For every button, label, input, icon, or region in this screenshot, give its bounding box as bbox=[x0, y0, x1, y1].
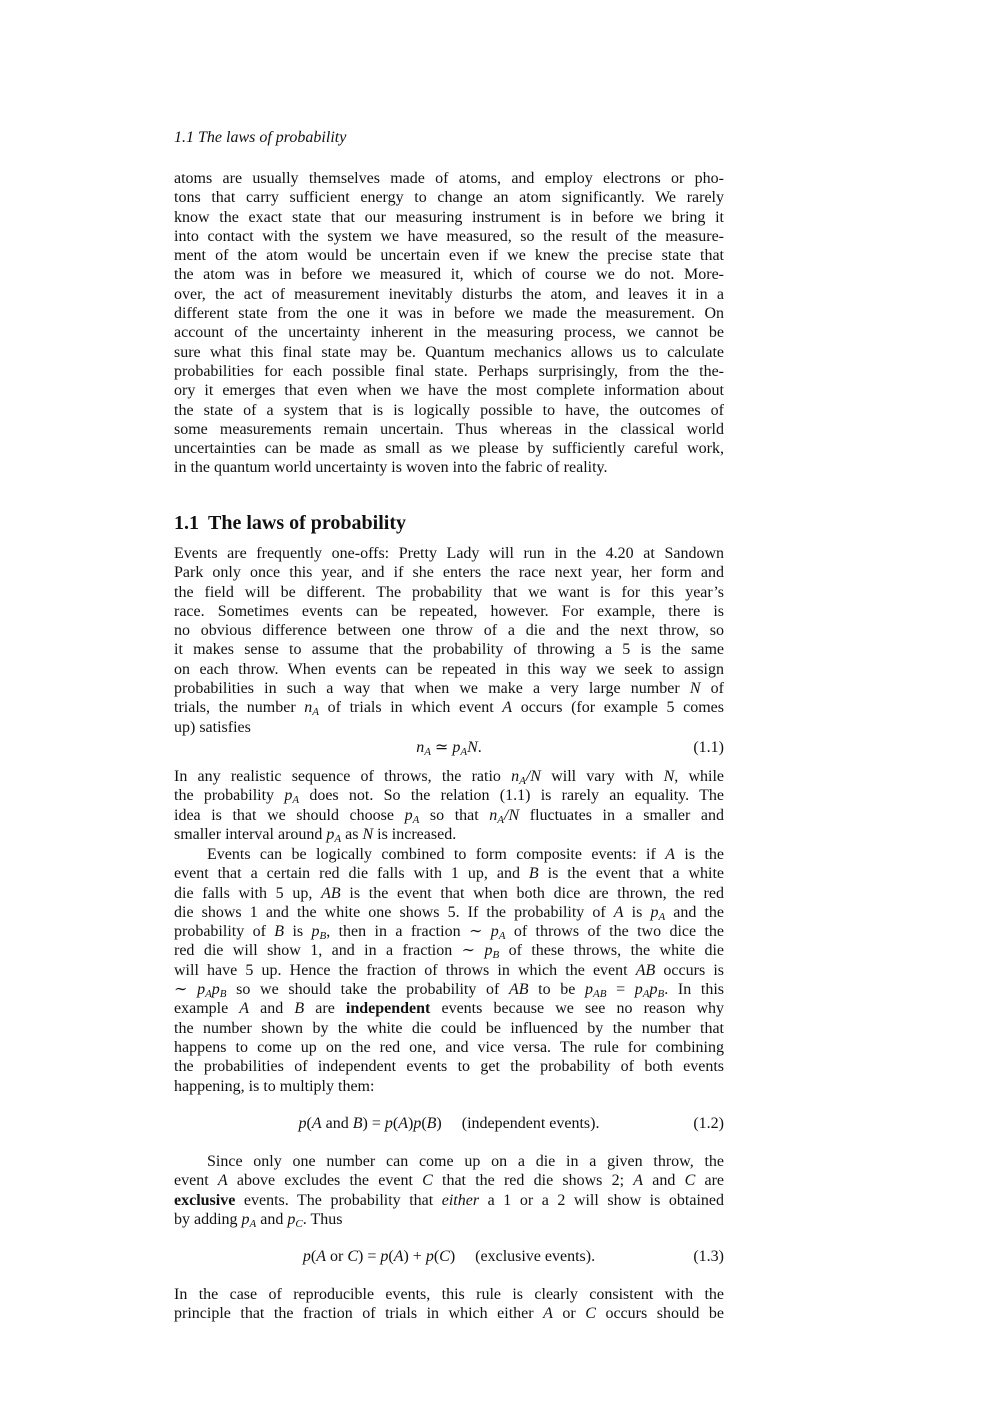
text-line bbox=[174, 1304, 724, 1323]
math-symbol: n bbox=[416, 739, 425, 756]
math-subscript: A bbox=[249, 1217, 257, 1230]
math-symbol: A bbox=[217, 1172, 228, 1190]
text-run: of throws of the two dice the bbox=[505, 923, 725, 941]
text-run: trials, the number bbox=[174, 699, 305, 717]
math-subscript: AB bbox=[593, 988, 607, 1001]
math-symbol: p bbox=[284, 787, 293, 805]
text-run: no obvious difference between one throw of a die and the next throw, so bbox=[174, 622, 724, 640]
math-symbol: p bbox=[404, 806, 413, 824]
math-symbol: p bbox=[384, 1115, 393, 1132]
text-line bbox=[174, 420, 724, 439]
text-run: uncertainties can be made as small as we please by sufficiently careful work, bbox=[174, 440, 724, 458]
math-symbol: A bbox=[665, 846, 675, 863]
math-symbol: A bbox=[239, 1000, 250, 1018]
text-run: is the event that when both dice are thrown, the red bbox=[340, 884, 724, 902]
text-run: is the event that a white bbox=[538, 865, 724, 883]
text-run: in the quantum world uncertainty is woven into the fabric of reality. bbox=[174, 459, 608, 477]
math-subscript: A bbox=[658, 910, 666, 923]
math-symbol: B bbox=[274, 923, 285, 941]
text-line bbox=[174, 864, 724, 883]
text-run: , then in a fraction ∼ bbox=[326, 923, 491, 941]
text-run: ory it emerges that even when we have the most complete information about bbox=[174, 382, 724, 400]
text-line bbox=[174, 679, 724, 698]
math-symbol: p bbox=[287, 1210, 296, 1228]
text-line bbox=[174, 343, 724, 362]
text-line bbox=[174, 439, 724, 458]
text-run: the state of a system that is is logically possible to have, the outcomes of bbox=[174, 401, 724, 419]
section-heading bbox=[174, 512, 406, 535]
text-line bbox=[174, 401, 724, 420]
math-symbol: A bbox=[316, 1248, 326, 1265]
math-symbol: A bbox=[502, 699, 513, 717]
math-symbol: /N bbox=[525, 768, 541, 785]
text-run: different state from the one it was in before we made the measurement. On bbox=[174, 305, 724, 323]
paragraph-exclusive-events bbox=[174, 1152, 724, 1229]
text-line bbox=[174, 980, 724, 999]
equation-1-1 bbox=[174, 738, 724, 758]
equation-number: (1.1) bbox=[693, 739, 724, 756]
math-subscript: A bbox=[312, 706, 320, 719]
text-run: ∼ bbox=[174, 981, 198, 999]
section-number: 1.1 bbox=[174, 512, 199, 534]
math-symbol: C bbox=[439, 1248, 450, 1265]
text-run: smaller interval around bbox=[174, 825, 327, 843]
text-line bbox=[174, 208, 724, 227]
math-symbol: p bbox=[326, 825, 335, 843]
math-symbol: p bbox=[452, 739, 461, 756]
text-line bbox=[174, 1171, 724, 1190]
equation-1-2 bbox=[174, 1114, 724, 1134]
math-symbol: n bbox=[489, 806, 498, 824]
text-run: ) = bbox=[362, 1115, 385, 1132]
text-line bbox=[174, 285, 724, 304]
text-run: the field will be different. The probability that we want is for this year’s bbox=[174, 583, 724, 601]
text-line bbox=[174, 265, 724, 284]
math-symbol: B bbox=[528, 865, 539, 883]
paragraph-composite-events bbox=[174, 845, 724, 1096]
text-line bbox=[174, 602, 724, 621]
equation-number: (1.3) bbox=[693, 1248, 724, 1265]
text-run: In the case of reproducible events, this rule is clearly consistent with the bbox=[174, 1286, 724, 1303]
text-run: . In this bbox=[664, 981, 725, 999]
math-symbol: AB bbox=[508, 981, 529, 999]
text-line bbox=[174, 246, 724, 265]
math-symbol: p bbox=[197, 981, 206, 999]
text-run: die falls with 5 up, bbox=[174, 884, 322, 902]
text-line bbox=[174, 806, 724, 825]
text-run: die shows 1 and the white one shows 5. If the probability of bbox=[174, 903, 614, 921]
text-line bbox=[174, 323, 724, 342]
math-symbol: A bbox=[311, 1115, 322, 1132]
text-run: ( bbox=[421, 1115, 427, 1132]
text-line bbox=[174, 767, 724, 786]
text-line bbox=[174, 1285, 724, 1304]
paragraph-ratio bbox=[174, 767, 724, 844]
math-subscript: A bbox=[205, 988, 212, 1001]
math-symbol: B bbox=[426, 1115, 437, 1132]
text-line bbox=[174, 1152, 724, 1171]
math-subscript: B bbox=[319, 930, 327, 943]
text-run: or bbox=[326, 1248, 348, 1265]
text-run: sure what this final state may be. Quantum mechanics allows us to calculate bbox=[174, 343, 724, 361]
math-subscript: A bbox=[424, 746, 431, 758]
text-line bbox=[174, 640, 724, 659]
text-line bbox=[174, 825, 724, 844]
text-run: Events are frequently one-offs: Pretty Lady will run in the 4.20 at Sandown bbox=[174, 545, 724, 562]
math-symbol: p bbox=[484, 942, 493, 960]
math-symbol: p bbox=[311, 923, 320, 941]
equation-body bbox=[174, 738, 724, 758]
text-line bbox=[174, 621, 724, 640]
text-run: ( bbox=[310, 1248, 317, 1265]
math-symbol: A bbox=[393, 1248, 404, 1265]
text-line bbox=[174, 381, 724, 400]
text-run: is bbox=[284, 923, 312, 941]
text-run: that the red die shows 2; bbox=[432, 1172, 634, 1190]
math-symbol: A bbox=[398, 1115, 408, 1132]
text-run: ( bbox=[392, 1115, 399, 1132]
math-symbol: C bbox=[347, 1248, 358, 1265]
text-line bbox=[174, 169, 724, 188]
text-run: so that bbox=[419, 806, 490, 824]
running-head: 1.1 The laws of probability bbox=[174, 129, 347, 146]
math-symbol: AB bbox=[321, 884, 341, 902]
text-run: = bbox=[606, 981, 635, 999]
math-symbol: p bbox=[585, 981, 594, 999]
text-run: are bbox=[695, 1172, 725, 1190]
math-symbol: /N bbox=[504, 806, 520, 824]
text-run: probabilities in such a way that when we make a very large number bbox=[174, 680, 690, 698]
math-symbol: A bbox=[543, 1305, 553, 1323]
text-run: so we should take the probability of bbox=[226, 981, 509, 999]
text-run: up) satisfies bbox=[174, 718, 251, 736]
math-symbol: AB bbox=[635, 961, 656, 979]
text-line bbox=[174, 1191, 724, 1210]
math-subscript: B bbox=[492, 949, 500, 962]
text-run: happens to come up on the red one, and vice versa. The rule for combining bbox=[174, 1038, 724, 1056]
text-run: . bbox=[477, 739, 482, 756]
text-run: probabilities for each possible final state. Perhaps surprisingly, from the the- bbox=[174, 362, 724, 380]
text-run: event bbox=[174, 1172, 218, 1190]
text-line bbox=[174, 941, 724, 960]
math-symbol: B bbox=[294, 1000, 305, 1018]
math-subscript: A bbox=[334, 832, 342, 845]
text-run: the atom was in before we measured it, which of course we do not. More- bbox=[174, 266, 724, 284]
math-symbol: p bbox=[650, 903, 659, 921]
math-symbol: N bbox=[467, 739, 478, 756]
text-run: event that a certain red die falls with 1 up, and bbox=[174, 865, 529, 883]
text-run: Park only once this year, and if she enters the race next year, her form and bbox=[174, 564, 724, 582]
math-symbol: p bbox=[211, 981, 220, 999]
math-symbol: A bbox=[633, 1172, 644, 1190]
math-subscript: A bbox=[460, 746, 468, 758]
text-line bbox=[174, 1057, 724, 1076]
text-run: happening, is to multiply them: bbox=[174, 1077, 375, 1095]
text-run: and the bbox=[665, 903, 725, 921]
text-run: ) bbox=[407, 1115, 414, 1132]
math-symbol: p bbox=[380, 1248, 389, 1265]
text-line bbox=[174, 188, 724, 207]
text-run: ) (independent events). bbox=[436, 1115, 600, 1132]
text-run: it makes sense to assume that the probability of throwing a 5 is the same bbox=[174, 641, 724, 659]
math-subscript: A bbox=[642, 988, 650, 1001]
text-line bbox=[174, 304, 724, 323]
math-subscript: A bbox=[292, 794, 300, 807]
text-run: or bbox=[552, 1305, 586, 1323]
text-run: occurs (for example 5 comes bbox=[512, 699, 725, 717]
text-run: the number shown by the white die could be influenced by the number that bbox=[174, 1019, 724, 1037]
text-line bbox=[174, 884, 724, 903]
math-subscript: A bbox=[519, 775, 526, 787]
text-line bbox=[174, 922, 724, 941]
equation-number: (1.2) bbox=[693, 1115, 724, 1132]
math-symbol: N bbox=[689, 680, 701, 698]
text-line bbox=[174, 362, 724, 381]
text-run: Since only one number can come up on a die in a given throw, the bbox=[207, 1153, 724, 1170]
text-run: ment of the atom would be uncertain even if we knew the precise state that bbox=[174, 247, 724, 265]
text-line bbox=[174, 563, 724, 582]
text-run: will have 5 up. Hence the fraction of throws in which the event bbox=[174, 961, 636, 979]
math-subscript: B bbox=[219, 988, 227, 1001]
paragraph-events bbox=[174, 544, 724, 737]
text-run: is the bbox=[675, 846, 724, 863]
math-symbol: C bbox=[585, 1305, 596, 1323]
equation-body bbox=[174, 1114, 724, 1134]
text-run: ( bbox=[433, 1248, 440, 1265]
math-symbol: p bbox=[413, 1115, 422, 1132]
text-line bbox=[174, 1210, 724, 1229]
text-run: race. Sometimes events can be repeated, however. For example, there is bbox=[174, 602, 724, 620]
text-run: the probabilities of independent events to get the probability of both events bbox=[174, 1058, 724, 1076]
text-run: account of the uncertainty inherent in the measuring process, we cannot be bbox=[174, 324, 724, 342]
math-symbol: N bbox=[663, 768, 675, 785]
text-run: Events can be logically combined to form composite events: if bbox=[207, 846, 666, 863]
text-run: to be bbox=[528, 981, 586, 999]
text-run: occurs should be bbox=[595, 1305, 725, 1323]
math-subscript: A bbox=[497, 813, 505, 826]
text-line bbox=[174, 698, 724, 717]
text-line bbox=[174, 458, 724, 477]
math-subscript: A bbox=[412, 813, 420, 826]
text-line bbox=[174, 660, 724, 679]
text-run: , while bbox=[674, 768, 725, 785]
text-run: of trials in which event bbox=[319, 699, 503, 717]
text-run: events because we see no reason why bbox=[430, 1000, 724, 1018]
math-symbol: p bbox=[298, 1115, 307, 1132]
text-line bbox=[174, 845, 724, 864]
text-line bbox=[174, 718, 724, 737]
text-run: ) + bbox=[403, 1248, 426, 1265]
text-run: ( bbox=[306, 1115, 312, 1132]
text-run: into contact with the system we have measured, so the result of the measure- bbox=[174, 227, 724, 245]
text-run: atoms are usually themselves made of atoms, and employ electrons or pho- bbox=[174, 170, 724, 187]
text-run: and bbox=[643, 1172, 685, 1190]
text-line bbox=[174, 227, 724, 246]
text-run: on each throw. When events can be repeated in this way we seek to assign bbox=[174, 660, 724, 678]
text-run: will vary with bbox=[540, 768, 664, 785]
text-run: ) = bbox=[358, 1248, 381, 1265]
text-line bbox=[174, 1038, 724, 1057]
text-line bbox=[174, 786, 724, 805]
text-run: is bbox=[623, 903, 651, 921]
text-run: occurs is bbox=[655, 961, 724, 979]
text-run: by adding bbox=[174, 1210, 242, 1228]
text-line bbox=[174, 583, 724, 602]
text-run: some measurements remain uncertain. Thus whereas in the classical world bbox=[174, 420, 724, 438]
text-run: over, the act of measurement inevitably disturbs the atom, and leaves it in a bbox=[174, 285, 724, 303]
text-line bbox=[174, 544, 724, 563]
equation-body bbox=[174, 1247, 724, 1267]
text-run: and bbox=[249, 1000, 295, 1018]
text-run: probability of bbox=[174, 923, 275, 941]
math-subscript: C bbox=[295, 1217, 303, 1230]
text-line bbox=[174, 903, 724, 922]
math-symbol: p bbox=[302, 1248, 311, 1265]
text-run: red die will show 1, and in a fraction ∼ bbox=[174, 942, 485, 960]
paragraph-intro bbox=[174, 169, 724, 478]
math-symbol: p bbox=[634, 981, 643, 999]
math-symbol: n bbox=[511, 768, 520, 785]
text-run: . Thus bbox=[302, 1210, 343, 1228]
math-symbol: N bbox=[362, 825, 374, 843]
math-subscript: A bbox=[498, 930, 506, 943]
equation-1-3 bbox=[174, 1247, 724, 1267]
text-run: principle that the fraction of trials in which either bbox=[174, 1305, 544, 1323]
text-run: idea is that we should choose bbox=[174, 806, 405, 824]
section-title: The laws of probability bbox=[208, 512, 406, 534]
math-symbol: p bbox=[425, 1248, 434, 1265]
text-run: of bbox=[700, 680, 725, 698]
bold-term: independent bbox=[345, 1000, 431, 1018]
text-line bbox=[174, 1019, 724, 1038]
text-run: and bbox=[321, 1115, 353, 1132]
text-run: are bbox=[304, 1000, 346, 1018]
math-symbol: p bbox=[490, 923, 499, 941]
text-run: tons that carry sufficient energy to change an atom significantly. We rarely bbox=[174, 189, 724, 207]
text-run: ) (exclusive events). bbox=[449, 1248, 596, 1265]
text-run: of these throws, the white die bbox=[499, 942, 725, 960]
text-run: ( bbox=[388, 1248, 394, 1265]
math-symbol: C bbox=[684, 1172, 696, 1190]
text-run: events. The probability that bbox=[235, 1191, 442, 1209]
text-run: and bbox=[256, 1210, 288, 1228]
math-symbol: p bbox=[649, 981, 658, 999]
bold-term: exclusive bbox=[174, 1191, 236, 1209]
text-line bbox=[174, 961, 724, 980]
text-line bbox=[174, 1077, 724, 1096]
text-run: ≃ bbox=[430, 739, 453, 756]
paragraph-reproducible bbox=[174, 1285, 724, 1324]
text-line bbox=[174, 999, 724, 1018]
emphasis: either bbox=[441, 1191, 480, 1209]
text-run: example bbox=[174, 1000, 240, 1018]
math-symbol: B bbox=[352, 1115, 363, 1132]
math-symbol: n bbox=[304, 699, 313, 717]
math-symbol: A bbox=[613, 903, 624, 921]
text-run: know the exact state that our measuring instrument is in before we bring it bbox=[174, 208, 724, 226]
text-run: above excludes the event bbox=[227, 1172, 423, 1190]
text-run: does not. So the relation (1.1) is rarely an equality. The bbox=[299, 787, 724, 805]
text-run: the probability bbox=[174, 787, 285, 805]
math-symbol: C bbox=[422, 1172, 433, 1190]
text-run: is increased. bbox=[373, 825, 457, 843]
text-run: a 1 or a 2 will show is obtained bbox=[479, 1191, 724, 1209]
text-run: fluctuates in a smaller and bbox=[519, 806, 725, 824]
text-run: as bbox=[341, 825, 363, 843]
math-symbol: p bbox=[241, 1210, 250, 1228]
math-subscript: B bbox=[657, 988, 665, 1001]
text-run: In any realistic sequence of throws, the ratio bbox=[174, 768, 512, 785]
